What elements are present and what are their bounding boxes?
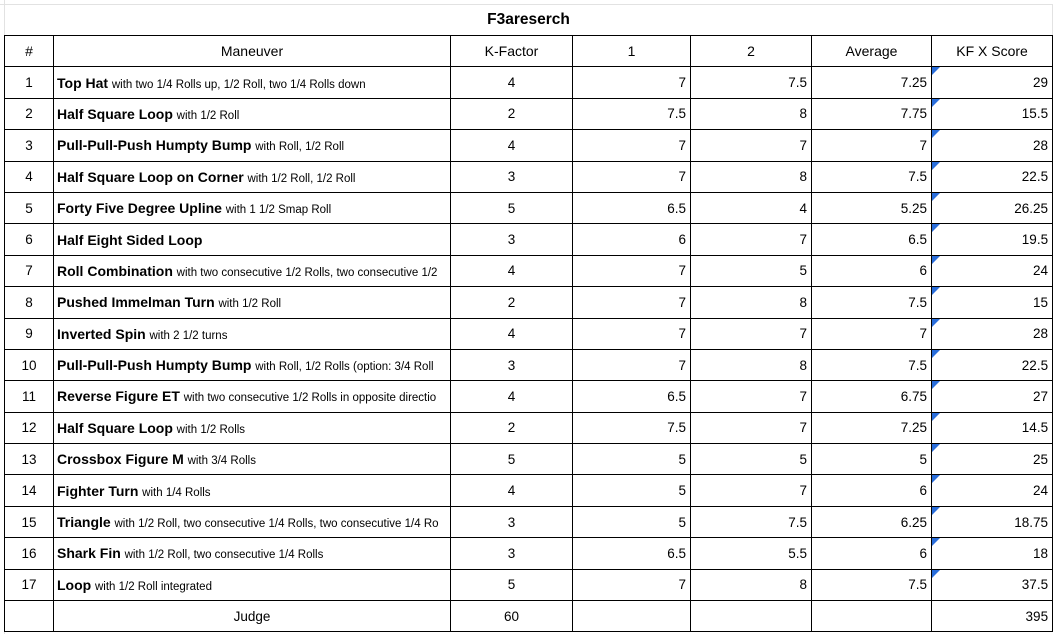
k-factor-cell[interactable]: 3 [451,349,573,380]
maneuver-name: Pull-Pull-Push Humpty Bump [57,137,252,154]
k-factor-cell[interactable]: 4 [451,67,573,98]
average-cell[interactable]: 6.75 [812,381,932,412]
maneuver-detail: with 1/4 Rolls [142,486,211,499]
average-cell[interactable]: 5.25 [812,192,932,223]
row-number-cell[interactable]: 15 [5,506,54,537]
maneuver-detail: with two 1/4 Rolls up, 1/2 Roll, two 1/4 Rolls down [111,78,366,91]
kf-score-cell[interactable]: 26.25 [932,192,1053,223]
header-row [5,36,1053,67]
average-cell[interactable]: 7 [812,318,932,349]
average-cell[interactable]: 6 [812,255,932,286]
maneuver-name: Forty Five Degree Upline [57,200,222,217]
average-cell[interactable]: 6 [812,538,932,569]
row-number-cell[interactable]: 1 [5,67,54,98]
judge-2-score-cell[interactable]: 4 [691,192,812,223]
maneuver-cell[interactable] [54,161,451,192]
row-number-cell[interactable]: 13 [5,444,54,475]
maneuver-name: Fighter Turn [57,482,139,499]
row-number-cell[interactable]: 17 [5,569,54,600]
footer-average-cell[interactable] [812,601,932,632]
kf-score-cell[interactable]: 25 [932,444,1053,475]
row-number-cell[interactable]: 14 [5,475,54,506]
maneuver-name: Pushed Immelman Turn [57,294,215,311]
maneuver-name: Roll Combination [57,262,173,279]
table-row [5,161,1053,192]
average-cell[interactable]: 7 [812,130,932,161]
kf-score-cell[interactable]: 18 [932,538,1053,569]
header-kf-score[interactable]: KF X Score [932,36,1053,67]
maneuver-cell[interactable] [54,318,451,349]
k-factor-cell[interactable]: 2 [451,412,573,443]
kf-score-cell[interactable]: 15 [932,287,1053,318]
kf-score-cell[interactable]: 24 [932,255,1053,286]
maneuver-detail: with Roll, 1/2 Roll [255,141,345,154]
maneuver-name: Shark Fin [57,545,121,562]
row-number-cell[interactable]: 12 [5,412,54,443]
k-factor-cell[interactable]: 3 [451,506,573,537]
maneuver-detail: with 1/2 Roll, two consecutive 1/4 Rolls [124,549,324,562]
maneuver-name: Half Square Loop [57,419,173,436]
maneuver-detail: with Roll, 1/2 Rolls (option: 3/4 Roll [255,361,434,374]
kf-score-cell[interactable]: 15.5 [932,98,1053,129]
k-factor-cell[interactable]: 3 [451,161,573,192]
k-factor-cell[interactable]: 4 [451,130,573,161]
table-row [5,224,1053,255]
k-factor-cell[interactable]: 4 [451,318,573,349]
kf-score-cell[interactable]: 14.5 [932,412,1053,443]
header-k-factor[interactable]: K-Factor [451,36,573,67]
kf-score-cell[interactable]: 22.5 [932,161,1053,192]
judge-2-score-cell[interactable]: 7 [691,412,812,443]
footer-judge-2-cell[interactable] [691,601,812,632]
judge-1-score-cell[interactable]: 6 [573,224,691,255]
footer-judge-1-cell[interactable] [573,601,691,632]
average-cell[interactable]: 7.5 [812,287,932,318]
judge-2-score-cell[interactable]: 7 [691,130,812,161]
maneuver-cell[interactable] [54,349,451,380]
totals-row [5,601,1053,632]
score-table [4,4,1053,632]
table-row [5,381,1053,412]
maneuver-detail: with 1/2 Roll [218,298,282,311]
maneuver-cell[interactable] [54,98,451,129]
k-factor-cell[interactable]: 4 [451,381,573,412]
judge-2-score-cell[interactable]: 8 [691,287,812,318]
judge-1-score-cell[interactable]: 7 [573,569,691,600]
judge-2-score-cell[interactable]: 8 [691,569,812,600]
header-maneuver[interactable]: Maneuver [54,36,451,67]
average-cell[interactable]: 6.25 [812,506,932,537]
maneuver-name: Half Square Loop on Corner [57,168,244,185]
judge-1-score-cell[interactable]: 7 [573,255,691,286]
table-row [5,444,1053,475]
table-row [5,569,1053,600]
average-cell[interactable]: 6 [812,475,932,506]
judge-1-score-cell[interactable]: 6.5 [573,538,691,569]
judge-1-score-cell[interactable]: 7 [573,287,691,318]
kf-score-cell[interactable]: 29 [932,67,1053,98]
maneuver-cell[interactable] [54,255,451,286]
row-number-cell[interactable]: 7 [5,255,54,286]
maneuver-detail: with 1/2 Rolls [176,423,246,436]
kf-score-cell[interactable]: 37.5 [932,569,1053,600]
judge-label-cell[interactable]: Judge [54,601,451,632]
header-num[interactable]: # [5,36,54,67]
kf-score-cell[interactable]: 18.75 [932,506,1053,537]
judge-2-score-cell[interactable]: 5.5 [691,538,812,569]
maneuver-cell[interactable] [54,287,451,318]
k-factor-cell[interactable]: 2 [451,98,573,129]
maneuver-cell[interactable] [54,412,451,443]
table-row [5,349,1053,380]
kf-score-cell[interactable]: 28 [932,130,1053,161]
table-row [5,67,1053,98]
maneuver-name: Loop [57,576,92,593]
k-factor-cell[interactable]: 4 [451,475,573,506]
row-number-cell[interactable]: 16 [5,538,54,569]
average-cell[interactable]: 7.5 [812,161,932,192]
judge-2-score-cell[interactable]: 7 [691,318,812,349]
k-factor-cell[interactable]: 4 [451,255,573,286]
maneuver-cell[interactable] [54,192,451,223]
average-cell[interactable]: 6.5 [812,224,932,255]
judge-2-score-cell[interactable]: 5 [691,444,812,475]
maneuver-cell[interactable] [54,506,451,537]
row-number-cell[interactable]: 6 [5,224,54,255]
kf-score-total-cell[interactable]: 395 [932,601,1053,632]
maneuver-name: Half Eight Sided Loop [57,231,203,248]
table-row [5,412,1053,443]
row-number-cell[interactable]: 10 [5,349,54,380]
maneuver-cell[interactable] [54,444,451,475]
k-factor-cell[interactable]: 5 [451,444,573,475]
judge-2-score-cell[interactable]: 7 [691,475,812,506]
row-number-cell[interactable]: 5 [5,192,54,223]
k-factor-cell[interactable]: 2 [451,287,573,318]
kf-score-cell[interactable]: 27 [932,381,1053,412]
table-row [5,255,1053,286]
k-factor-cell[interactable]: 5 [451,569,573,600]
judge-1-score-cell[interactable]: 7.5 [573,98,691,129]
maneuver-cell[interactable] [54,475,451,506]
judge-1-score-cell[interactable]: 6.5 [573,381,691,412]
header-average[interactable]: Average [812,36,932,67]
k-factor-cell[interactable]: 5 [451,192,573,223]
maneuver-cell[interactable] [54,130,451,161]
judge-1-score-cell[interactable]: 7 [573,318,691,349]
maneuver-detail: with 2 1/2 turns [149,329,228,342]
row-number-cell[interactable]: 2 [5,98,54,129]
maneuver-name: Triangle [57,514,111,531]
judge-1-score-cell[interactable]: 7 [573,67,691,98]
average-cell[interactable]: 7.25 [812,412,932,443]
maneuver-cell[interactable] [54,67,451,98]
maneuver-cell[interactable] [54,224,451,255]
average-cell[interactable]: 5 [812,444,932,475]
judge-2-score-cell[interactable]: 7.5 [691,67,812,98]
judge-1-score-cell[interactable]: 7 [573,161,691,192]
row-number-cell[interactable]: 11 [5,381,54,412]
judge-1-score-cell[interactable]: 7.5 [573,412,691,443]
kf-score-cell[interactable]: 28 [932,318,1053,349]
judge-2-score-cell[interactable]: 7 [691,224,812,255]
table-row [5,506,1053,537]
table-row [5,192,1053,223]
average-cell[interactable]: 7.5 [812,569,932,600]
maneuver-detail: with 1/2 Roll integrated [94,580,212,593]
average-cell[interactable]: 7.75 [812,98,932,129]
header-judge-2[interactable]: 2 [691,36,812,67]
maneuver-detail: with 1 1/2 Smap Roll [225,204,332,217]
maneuver-name: Reverse Figure ET [57,388,180,405]
maneuver-name: Pull-Pull-Push Humpty Bump [57,357,252,374]
k-factor-cell[interactable]: 3 [451,224,573,255]
table-row [5,475,1053,506]
table-row [5,538,1053,569]
table-row [5,130,1053,161]
judge-1-score-cell[interactable]: 5 [573,475,691,506]
table-row [5,287,1053,318]
maneuver-name: Top Hat [57,74,109,91]
judge-2-score-cell[interactable]: 5 [691,255,812,286]
row-number-cell[interactable]: 3 [5,130,54,161]
maneuver-detail: with 3/4 Rolls [187,455,256,468]
row-number-cell[interactable]: 8 [5,287,54,318]
judge-1-score-cell[interactable]: 7 [573,349,691,380]
maneuver-cell[interactable] [54,381,451,412]
footer-num-cell[interactable] [5,601,54,632]
maneuver-detail: with 1/2 Roll, 1/2 Roll [247,172,356,185]
maneuver-name: Crossbox Figure M [57,451,184,468]
table-row [5,98,1053,129]
judge-2-score-cell[interactable]: 8 [691,98,812,129]
maneuver-detail: with two consecutive 1/2 Rolls, two consecutive 1/2 [176,266,438,279]
judge-2-score-cell[interactable]: 7 [691,381,812,412]
judge-2-score-cell[interactable]: 8 [691,161,812,192]
kf-score-cell[interactable]: 24 [932,475,1053,506]
row-number-cell[interactable]: 4 [5,161,54,192]
judge-1-score-cell[interactable]: 5 [573,506,691,537]
judge-1-score-cell[interactable]: 7 [573,130,691,161]
k-factor-cell[interactable]: 3 [451,538,573,569]
maneuver-detail: with 1/2 Roll [176,109,240,122]
sheet-title[interactable]: F3areserch [5,5,1053,36]
judge-2-score-cell[interactable]: 8 [691,349,812,380]
judge-1-score-cell[interactable]: 5 [573,444,691,475]
k-factor-total-cell[interactable]: 60 [451,601,573,632]
kf-score-cell[interactable]: 22.5 [932,349,1053,380]
judge-2-score-cell[interactable]: 7.5 [691,506,812,537]
row-number-cell[interactable]: 9 [5,318,54,349]
maneuver-cell[interactable] [54,538,451,569]
maneuver-detail: with 1/2 Roll, two consecutive 1/4 Rolls, two consecutive 1/4 Ro [114,518,439,531]
header-judge-1[interactable]: 1 [573,36,691,67]
maneuver-name: Half Square Loop [57,105,173,122]
judge-1-score-cell[interactable]: 6.5 [573,192,691,223]
maneuver-name: Inverted Spin [57,325,146,342]
average-cell[interactable]: 7.5 [812,349,932,380]
maneuver-cell[interactable] [54,569,451,600]
average-cell[interactable]: 7.25 [812,67,932,98]
maneuver-detail: with two consecutive 1/2 Rolls in opposite directio [183,392,437,405]
kf-score-cell[interactable]: 19.5 [932,224,1053,255]
table-row [5,318,1053,349]
